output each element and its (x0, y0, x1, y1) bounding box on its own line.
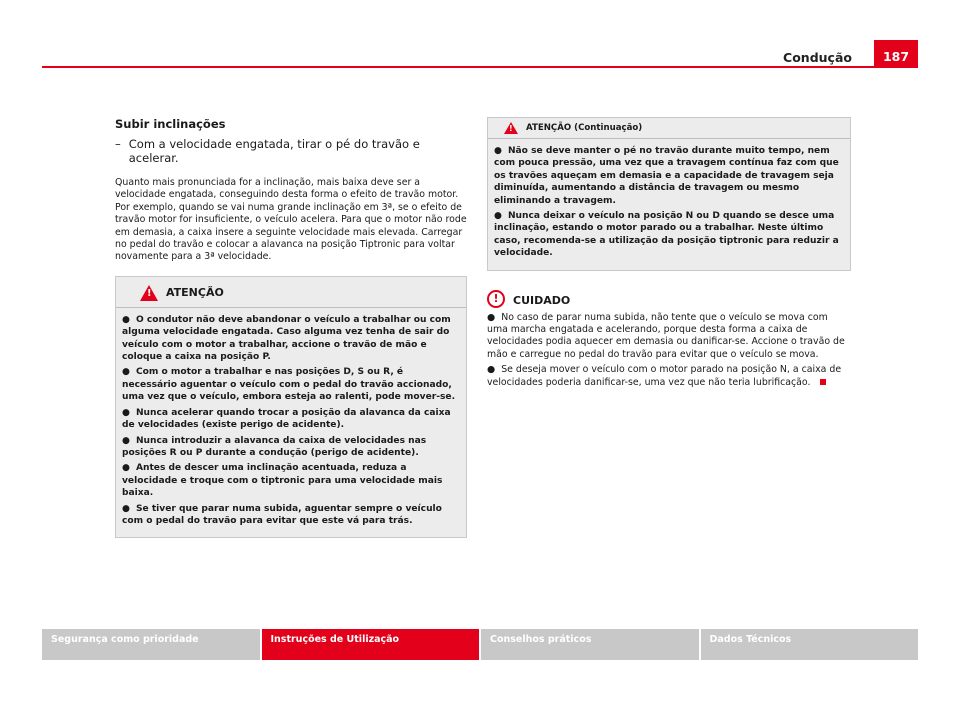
caution-item: ● No caso de parar numa subida, não tente que o veículo se mova com uma marcha engatada e acelerando, porque desta forma a caixa de velocidades podia aquecer em demasia ou danificar-se. Accione o travão de mão e carregue no pedal do travão para evitar que o veículo se mova. (487, 311, 845, 360)
dash-item-text: Com a velocidade engatada, tirar o pé do travão e acelerar. (128, 137, 420, 165)
warning-item: ● O condutor não deve abandonar o veículo a trabalhar ou com alguma velocidade engatada. Caso alguma vez tenha de sair do veículo com o motor a trabalhar, accione o travão de mão e coloque a caixa na posição P. (122, 314, 451, 363)
warning-triangle-icon (504, 122, 518, 134)
body-paragraph: Quanto mais pronunciada for a inclinação, mais baixa deve ser a velocidade engatada, conseguindo desta forma o efeito de travão motor. Por exemplo, quando se vai numa grande inclinação em 3ª, se o efeito de travão motor for insuficiente, o veículo acelera. Para que o motor não rode em demasia, a caixa insere a seguinte velocidade mais elevada. Carregar no pedal do travão e colocar a alavanca na posição Tiptronic para voltar novamente para a 3ª velocidade. (115, 177, 467, 263)
warning-continuation-body (488, 139, 850, 270)
warning-continuation-title: ATENÇÃO (Continuação) (526, 123, 643, 133)
warning-triangle-icon (140, 285, 158, 301)
warning-item: ● Nunca acelerar quando trocar a posição da alavanca da caixa de velocidades (existe perigo de acidente). (122, 407, 451, 431)
caution-title: CUIDADO (513, 294, 571, 308)
warning-continuation-box (487, 117, 851, 271)
bullet-icon: ● (494, 146, 502, 156)
right-column (487, 117, 851, 392)
warning-box (115, 276, 467, 539)
caution-body (487, 312, 851, 389)
bullet-icon: ● (122, 407, 130, 418)
page-number: 187 (874, 40, 918, 68)
footer-tab-conselhos[interactable]: Conselhos práticos (481, 629, 699, 660)
dash-marker: – (115, 137, 121, 151)
dash-list-item (115, 137, 467, 165)
left-column (115, 117, 467, 538)
caution-circle-icon: ! (487, 290, 505, 308)
warning-item: ● Não se deve manter o pé no travão durante muito tempo, nem com pouca pressão, uma vez que a travagem contínua faz com que os travões aqueçam em demasia e a capacidade de travagem seja diminuída, aumentando a distância de travagem ou mesmo eliminando a travagem. (494, 146, 839, 206)
bullet-icon: ● (494, 211, 502, 222)
bullet-icon: ● (122, 435, 130, 446)
footer-tab-instrucoes[interactable]: Instruções de Utilização (262, 629, 480, 660)
footer-nav (42, 629, 918, 660)
warning-continuation-header (488, 118, 850, 139)
bullet-icon: ● (122, 463, 130, 474)
section-heading: Subir inclinações (115, 117, 226, 131)
bullet-icon: ● (487, 364, 496, 376)
section-end-marker-icon (820, 379, 826, 385)
warning-item: ● Nunca introduzir a alavanca da caixa de velocidades nas posições R ou P durante a condução (perigo de acidente). (122, 435, 427, 458)
warning-title: ATENÇÃO (166, 286, 224, 300)
warning-header (116, 277, 466, 308)
caution-header (487, 290, 851, 308)
header-divider (42, 66, 918, 68)
warning-body (116, 308, 466, 538)
warning-item: ● Nunca deixar o veículo na posição N ou D quando se desce uma inclinação, estando o motor parado ou a trabalhar. Neste último caso, recomenda-se a utilização da posição tiptronic para reduzir a velocidade. (494, 211, 839, 259)
section-title: Condução (783, 50, 852, 65)
footer-tab-dados[interactable]: Dados Técnicos (701, 629, 919, 660)
warning-item: ● Antes de descer uma inclinação acentuada, reduza a velocidade e troque com o tiptronic para uma velocidade mais baixa. (122, 463, 443, 499)
warning-item: ● Se tiver que parar numa subida, aguentar sempre o veículo com o pedal do travão para evitar que este vá para trás. (122, 503, 442, 526)
bullet-icon: ● (122, 503, 130, 514)
warning-item: ● Com o motor a trabalhar e nas posições D, S ou R, é necessário aguentar o veículo com o pedal do travão accionado, uma vez que o veículo, embora esteja ao ralenti, pode mover-se. (122, 367, 456, 403)
caution-item: ● Se deseja mover o veículo com o motor parado na posição N, a caixa de velocidades poderia danificar-se, uma vez que não teria lubrificação. (487, 364, 842, 388)
bullet-icon: ● (122, 367, 130, 378)
bullet-icon: ● (122, 314, 130, 325)
bullet-icon: ● (487, 311, 496, 323)
footer-tab-seguranca[interactable]: Segurança como prioridade (42, 629, 260, 660)
